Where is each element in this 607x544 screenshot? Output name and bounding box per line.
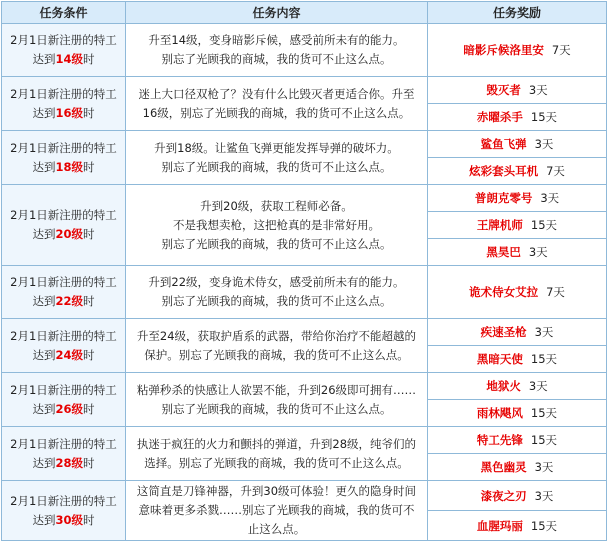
reward-days: 3天 — [534, 325, 554, 339]
reward-name: 普朗克零号 — [474, 191, 533, 205]
condition-level-line — [4, 292, 123, 311]
reward-days: 7天 — [546, 285, 565, 299]
content-line: 升至14级，变身暗影斥候，感受前所未有的能力。 — [148, 33, 405, 47]
condition-level: 16级 — [55, 105, 83, 120]
condition-level: 28级 — [55, 455, 83, 470]
condition-line: 2月1日新注册的特工 — [10, 33, 117, 47]
reward-name: 诡术侍女艾拉 — [469, 285, 539, 299]
task-reward — [428, 131, 607, 158]
reward-days: 15天 — [530, 110, 558, 124]
task-content — [126, 427, 428, 481]
table-row — [2, 319, 607, 346]
task-condition — [2, 77, 126, 131]
content-line: 粘弹秒杀的快感让人欲罢不能，升到26级即可拥有…… — [136, 382, 417, 397]
task-content — [126, 185, 428, 266]
content-line: 16级，别忘了光顾我的商城，我的货可不止这么点。 — [142, 105, 411, 120]
content-line: 意味着更多杀戮……别忘了光顾我的商城，我的货可不 — [138, 503, 415, 517]
condition-prefix: 达到 — [32, 105, 56, 120]
condition-prefix: 达到 — [32, 401, 56, 416]
reward-name: 地狱火 — [486, 379, 521, 393]
content-line: 迷上大口径双枪了？没有什么比毁灭者更适合你。升至 — [138, 86, 415, 101]
header-reward: 任务奖励 — [428, 2, 607, 24]
condition-prefix: 达到 — [32, 455, 56, 470]
condition-line: 2月1日新注册的特工 — [10, 436, 117, 451]
reward-name: 疾速圣枪 — [480, 325, 527, 339]
content-line: 止这么点。 — [247, 522, 306, 536]
content-line: 别忘了光顾我的商城，我的货可不止这么点。 — [161, 294, 392, 308]
reward-name: 毁灭者 — [486, 83, 521, 97]
task-reward — [428, 77, 607, 104]
condition-line: 2月1日新注册的特工 — [10, 275, 117, 289]
condition-level-line — [4, 158, 123, 177]
reward-name: 漆夜之刃 — [480, 488, 527, 503]
condition-level: 14级 — [55, 52, 83, 66]
task-reward — [428, 212, 607, 239]
condition-level-line — [4, 50, 123, 69]
condition-level: 24级 — [55, 347, 83, 362]
content-line: 这简直是刀锋神器，升到30级可体验！更久的隐身时间 — [136, 484, 417, 498]
table-row — [2, 427, 607, 454]
task-content — [126, 77, 428, 131]
reward-days: 15天 — [530, 406, 558, 420]
task-reward — [428, 185, 607, 212]
content-line: 升至24级，获取护盾系的武器，带给你治疗不能超越的 — [136, 328, 417, 343]
task-reward — [428, 346, 607, 373]
condition-level-line — [4, 511, 123, 530]
reward-days: 7天 — [546, 164, 565, 178]
reward-name: 赤曜杀手 — [476, 110, 523, 124]
task-reward — [428, 511, 607, 541]
condition-line: 2月1日新注册的特工 — [10, 140, 117, 155]
condition-line: 2月1日新注册的特工 — [10, 86, 117, 101]
reward-name: 特工先锋 — [476, 433, 523, 447]
condition-prefix: 达到 — [32, 512, 56, 527]
reward-days: 15天 — [530, 352, 558, 366]
condition-level-line — [4, 400, 123, 419]
task-reward — [428, 319, 607, 346]
table-row — [2, 373, 607, 400]
condition-prefix: 达到 — [32, 159, 56, 174]
reward-name: 黑昊巴 — [486, 245, 521, 259]
task-body — [2, 24, 607, 541]
reward-days: 3天 — [528, 245, 548, 259]
table-row — [2, 481, 607, 511]
condition-line: 2月1日新注册的特工 — [10, 493, 117, 508]
task-condition — [2, 319, 126, 373]
condition-level-line — [4, 454, 123, 473]
condition-level-line — [4, 225, 123, 244]
task-content — [126, 24, 428, 77]
condition-line: 2月1日新注册的特工 — [10, 328, 117, 343]
condition-line: 2月1日新注册的特工 — [10, 208, 117, 222]
reward-name: 暗影斥候洛里安 — [463, 43, 544, 57]
condition-level-line — [4, 346, 123, 365]
reward-days: 3天 — [534, 137, 554, 151]
task-reward — [428, 24, 607, 77]
condition-prefix: 达到 — [32, 52, 56, 66]
task-reward — [428, 427, 607, 454]
reward-name: 鲨鱼飞弹 — [480, 137, 527, 151]
content-line: 保护。别忘了光顾我的商城，我的货可不止这么点。 — [144, 347, 409, 362]
task-condition — [2, 266, 126, 319]
task-reward — [428, 454, 607, 481]
reward-days: 15天 — [530, 218, 558, 232]
reward-name: 雨林飓风 — [476, 406, 523, 420]
condition-suffix: 时 — [83, 294, 95, 308]
condition-prefix: 达到 — [32, 227, 56, 241]
content-line: 选择。别忘了光顾我的商城，我的货可不止这么点。 — [144, 455, 409, 470]
task-reward — [428, 373, 607, 400]
task-reward — [428, 239, 607, 266]
table-row — [2, 266, 607, 319]
condition-level-line — [4, 104, 123, 123]
condition-suffix: 时 — [83, 227, 95, 241]
task-reward — [428, 481, 607, 511]
reward-days: 7天 — [551, 43, 571, 57]
reward-days: 15天 — [530, 433, 558, 447]
condition-suffix: 时 — [83, 159, 95, 174]
reward-name: 王牌机师 — [476, 218, 523, 232]
reward-name: 炫彩套头耳机 — [469, 164, 539, 178]
task-condition — [2, 185, 126, 266]
task-reward — [428, 400, 607, 427]
task-table — [1, 1, 607, 541]
table-row — [2, 77, 607, 104]
content-line: 别忘了光顾我的商城，我的货可不止这么点。 — [161, 159, 392, 174]
task-reward — [428, 266, 607, 319]
reward-name: 黑色幽灵 — [480, 460, 527, 474]
task-content — [126, 481, 428, 541]
task-condition — [2, 427, 126, 481]
content-line: 升到22级，变身诡术侍女，感受前所未有的能力。 — [148, 275, 405, 289]
task-condition — [2, 24, 126, 77]
content-line: 别忘了光顾我的商城，我的货可不止这么点。 — [161, 401, 392, 416]
content-line: 执迷于疯狂的火力和颤抖的弹道，升到28级，纯爷们的 — [136, 436, 417, 451]
task-content — [126, 319, 428, 373]
table-row — [2, 185, 607, 212]
reward-days: 3天 — [528, 379, 548, 393]
condition-line: 2月1日新注册的特工 — [10, 382, 117, 397]
reward-days: 3天 — [540, 191, 560, 205]
task-condition — [2, 481, 126, 541]
header-row — [2, 2, 607, 24]
condition-suffix: 时 — [83, 512, 95, 527]
condition-suffix: 时 — [83, 455, 95, 470]
condition-level: 18级 — [55, 159, 83, 174]
task-reward — [428, 104, 607, 131]
condition-suffix: 时 — [83, 52, 95, 66]
content-line: 别忘了光顾我的商城，我的货可不止这么点。 — [161, 236, 392, 251]
header-condition: 任务条件 — [2, 2, 126, 24]
content-line: 升到20级，获取工程师必备。 — [200, 198, 353, 213]
condition-suffix: 时 — [83, 401, 95, 416]
condition-suffix: 时 — [83, 347, 95, 362]
task-condition — [2, 131, 126, 185]
condition-prefix: 达到 — [32, 294, 56, 308]
condition-suffix: 时 — [83, 105, 95, 120]
reward-days: 3天 — [528, 83, 548, 97]
reward-days: 3天 — [534, 488, 554, 503]
task-condition — [2, 373, 126, 427]
condition-level: 26级 — [55, 401, 83, 416]
task-content — [126, 373, 428, 427]
reward-name: 血腥玛丽 — [476, 518, 523, 533]
condition-level: 30级 — [55, 512, 83, 527]
task-content — [126, 131, 428, 185]
condition-level: 20级 — [55, 227, 83, 241]
condition-level: 22级 — [55, 294, 83, 308]
reward-name: 黑暗天使 — [476, 352, 523, 366]
condition-prefix: 达到 — [32, 347, 56, 362]
table-row — [2, 24, 607, 77]
task-content — [126, 266, 428, 319]
content-line: 升到18级。让鲨鱼飞弹更能发挥导弹的破坏力。 — [154, 140, 399, 155]
reward-days: 15天 — [530, 518, 558, 533]
reward-days: 3天 — [534, 460, 554, 474]
header-content: 任务内容 — [126, 2, 428, 24]
table-row — [2, 131, 607, 158]
content-line: 不是我想卖枪，这把枪真的是非常好用。 — [173, 217, 380, 232]
task-reward — [428, 158, 607, 185]
content-line: 别忘了光顾我的商城，我的货可不止这么点。 — [161, 52, 392, 66]
